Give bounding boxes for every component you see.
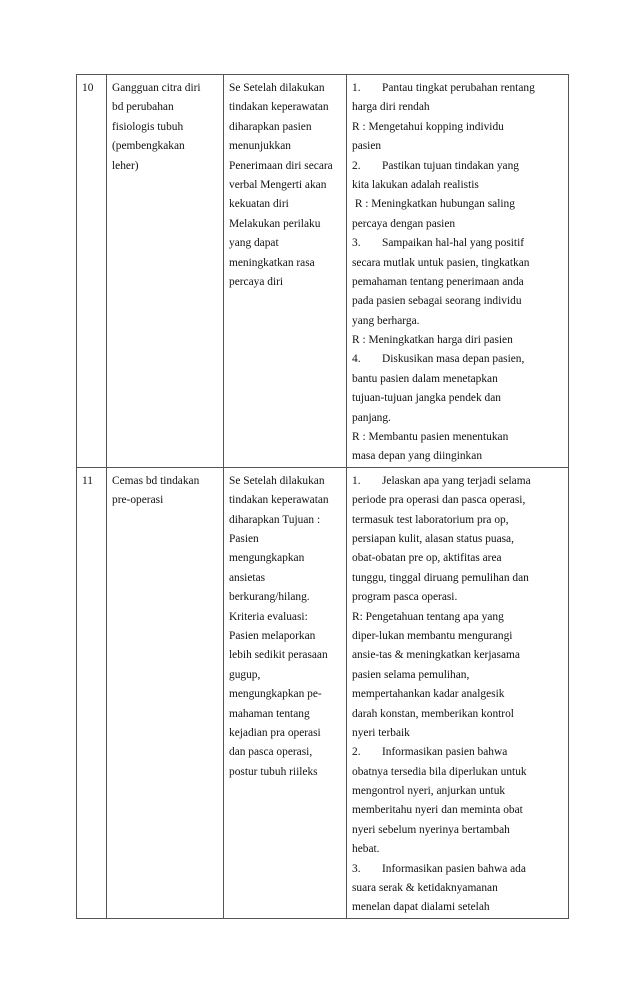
row-number-cell bbox=[77, 75, 107, 468]
cell-text-line: Pasien melaporkan bbox=[229, 629, 316, 642]
intervention-text: obat-obatan pre op, aktifitas area bbox=[352, 552, 502, 565]
intervention-line bbox=[352, 530, 563, 549]
intervention-number: 1. bbox=[352, 474, 361, 487]
goal-cell bbox=[224, 75, 347, 468]
intervention-text: mempertahankan kadar analgesik bbox=[352, 688, 505, 701]
cell-text-line: gugup, bbox=[229, 668, 261, 681]
intervention-text: masa depan yang diinginkan bbox=[352, 450, 483, 463]
cell-text-line: tindakan keperawatan bbox=[229, 101, 329, 114]
intervention-line bbox=[352, 331, 563, 350]
intervention-line bbox=[352, 273, 563, 292]
intervention-text: memberitahu nyeri dan meminta obat bbox=[352, 804, 523, 817]
intervention-number: 3. bbox=[352, 237, 361, 250]
intervention-text: Jelaskan apa yang terjadi selama bbox=[382, 474, 531, 487]
intervention-line bbox=[352, 511, 563, 530]
intervention-line bbox=[352, 292, 563, 311]
intervention-line bbox=[352, 176, 563, 195]
cell-text-line: kejadian pra operasi bbox=[229, 726, 321, 739]
intervention-text: pasien selama pemulihan, bbox=[352, 668, 470, 681]
cell-text-line: verbal Mengerti akan bbox=[229, 178, 327, 191]
intervention-line bbox=[352, 782, 563, 801]
intervention-text: nyeri terbaik bbox=[352, 726, 410, 739]
intervention-text: tunggu, tinggal diruang pemulihan dan bbox=[352, 571, 529, 584]
intervention-line bbox=[352, 215, 563, 234]
intervention-text: harga diri rendah bbox=[352, 101, 430, 114]
intervention-line bbox=[352, 549, 563, 568]
intervention-line bbox=[352, 157, 563, 176]
intervention-text: pada pasien sebagai seorang individu bbox=[352, 295, 522, 308]
intervention-line bbox=[352, 350, 563, 369]
intervention-line bbox=[352, 118, 563, 137]
intervention-number: 1. bbox=[352, 82, 361, 94]
cell-text-line: fisiologis tubuh bbox=[112, 120, 184, 133]
intervention-text: R : Membantu pasien menentukan bbox=[352, 431, 509, 444]
cell-text-line: menunjukkan bbox=[229, 140, 292, 153]
intervention-text: panjang. bbox=[352, 411, 391, 424]
table-row bbox=[77, 75, 569, 468]
intervention-text: obatnya tersedia bila diperlukan untuk bbox=[352, 765, 527, 778]
cell-text-line: berkurang/hilang. bbox=[229, 591, 310, 604]
intervention-line bbox=[352, 389, 563, 408]
nursing-care-plan-table bbox=[76, 74, 569, 919]
cell-text-line: ansietas bbox=[229, 571, 266, 584]
cell-text-line: pre-operasi bbox=[112, 494, 164, 507]
cell-text-line: Melakukan perilaku bbox=[229, 217, 321, 230]
cell-text-line: Se Setelah dilakukan bbox=[229, 474, 325, 487]
intervention-text: R : Meningkatkan harga diri pasien bbox=[352, 334, 513, 347]
goal-cell bbox=[224, 467, 347, 918]
intervention-line bbox=[352, 801, 563, 820]
intervention-line bbox=[352, 409, 563, 428]
intervention-line bbox=[352, 472, 563, 491]
intervention-text: pemahaman tentang penerimaan anda bbox=[352, 275, 524, 288]
intervention-line bbox=[352, 569, 563, 588]
intervention-number: 4. bbox=[352, 353, 361, 366]
intervention-text: diper-lukan membantu mengurangi bbox=[352, 629, 513, 642]
cell-text-line: dan pasca operasi, bbox=[229, 746, 313, 759]
cell-text-line: Gangguan citra diri bbox=[112, 82, 201, 94]
cell-text-line: mengungkapkan pe- bbox=[229, 688, 322, 701]
cell-text-line: postur tubuh riileks bbox=[229, 765, 318, 778]
intervention-text: R : Meningkatkan hubungan saling bbox=[352, 198, 515, 211]
intervention-line bbox=[352, 879, 563, 898]
row-number-cell bbox=[77, 467, 107, 918]
intervention-line bbox=[352, 254, 563, 273]
diagnosis-cell bbox=[107, 75, 224, 468]
intervention-text: periode pra operasi dan pasca operasi, bbox=[352, 494, 526, 507]
cell-text-line: meningkatkan rasa bbox=[229, 256, 315, 269]
intervention-line bbox=[352, 234, 563, 253]
intervention-line bbox=[352, 685, 563, 704]
intervention-cell bbox=[347, 467, 569, 918]
cell-text-line: percaya diri bbox=[229, 275, 284, 288]
cell-text-line: Pasien bbox=[229, 532, 259, 545]
intervention-line bbox=[352, 312, 563, 331]
row-number: 10 bbox=[82, 82, 94, 94]
intervention-line bbox=[352, 98, 563, 117]
intervention-line bbox=[352, 588, 563, 607]
intervention-line bbox=[352, 491, 563, 510]
intervention-line bbox=[352, 79, 563, 98]
diagnosis-cell bbox=[107, 467, 224, 918]
row-number: 11 bbox=[82, 474, 93, 487]
intervention-line bbox=[352, 447, 563, 466]
cell-text-line: Cemas bd tindakan bbox=[112, 474, 200, 487]
intervention-text: ansie-tas & meningkatkan kerjasama bbox=[352, 649, 520, 662]
intervention-line bbox=[352, 646, 563, 665]
intervention-line bbox=[352, 724, 563, 743]
intervention-text: darah konstan, memberikan kontrol bbox=[352, 707, 514, 720]
intervention-text: R : Mengetahui kopping individu bbox=[352, 120, 504, 133]
intervention-number: 2. bbox=[352, 746, 361, 759]
intervention-text: menelan dapat dialami setelah bbox=[352, 901, 490, 914]
cell-text-line: diharapkan pasien bbox=[229, 120, 312, 133]
intervention-text: Informasikan pasien bahwa bbox=[382, 746, 508, 759]
intervention-text: kita lakukan adalah realistis bbox=[352, 178, 479, 191]
intervention-line bbox=[352, 705, 563, 724]
intervention-line bbox=[352, 195, 563, 214]
intervention-text: persiapan kulit, alasan status puasa, bbox=[352, 532, 514, 545]
intervention-text: hebat. bbox=[352, 843, 380, 856]
cell-text-line: (pembengkakan bbox=[112, 140, 185, 153]
cell-text-line: Kriteria evaluasi: bbox=[229, 610, 308, 623]
intervention-text: termasuk test laboratorium pra op, bbox=[352, 513, 509, 526]
intervention-line bbox=[352, 821, 563, 840]
cell-text-line: yang dapat bbox=[229, 237, 279, 250]
cell-text-line: tindakan keperawatan bbox=[229, 494, 329, 507]
intervention-text: Pantau tingkat perubahan rentang bbox=[382, 82, 535, 94]
table-row bbox=[77, 467, 569, 918]
cell-text-line: mahaman tentang bbox=[229, 707, 310, 720]
intervention-text: bantu pasien dalam menetapkan bbox=[352, 372, 498, 385]
cell-text-line: Penerimaan diri secara bbox=[229, 159, 333, 172]
cell-text-line: Se Setelah dilakukan bbox=[229, 82, 325, 94]
intervention-line bbox=[352, 627, 563, 646]
intervention-text: R: Pengetahuan tentang apa yang bbox=[352, 610, 504, 623]
intervention-text: pasien bbox=[352, 140, 382, 153]
cell-text-line: mengungkapkan bbox=[229, 552, 305, 565]
intervention-line bbox=[352, 860, 563, 879]
intervention-line bbox=[352, 137, 563, 156]
cell-text-line: kekuatan diri bbox=[229, 198, 289, 211]
intervention-text: Pastikan tujuan tindakan yang bbox=[382, 159, 519, 172]
intervention-cell bbox=[347, 75, 569, 468]
intervention-text: Sampaikan hal-hal yang positif bbox=[382, 237, 525, 250]
intervention-text: tujuan-tujuan jangka pendek dan bbox=[352, 392, 501, 405]
cell-text-line: lebih sedikit perasaan bbox=[229, 649, 328, 662]
cell-text-line: leher) bbox=[112, 159, 139, 172]
intervention-text: mengontrol nyeri, anjurkan untuk bbox=[352, 785, 506, 798]
intervention-text: Diskusikan masa depan pasien, bbox=[382, 353, 525, 366]
intervention-line bbox=[352, 840, 563, 859]
intervention-number: 3. bbox=[352, 862, 361, 875]
intervention-text: suara serak & ketidaknyamanan bbox=[352, 882, 498, 895]
cell-text-line: diharapkan Tujuan : bbox=[229, 513, 321, 526]
intervention-line bbox=[352, 428, 563, 447]
intervention-line bbox=[352, 743, 563, 762]
intervention-line bbox=[352, 666, 563, 685]
intervention-line bbox=[352, 370, 563, 389]
intervention-text: Informasikan pasien bahwa ada bbox=[382, 862, 526, 875]
intervention-text: nyeri sebelum nyerinya bertambah bbox=[352, 823, 510, 836]
intervention-text: secara mutlak untuk pasien, tingkatkan bbox=[352, 256, 530, 269]
intervention-text: yang berharga. bbox=[352, 314, 420, 327]
intervention-text: percaya dengan pasien bbox=[352, 217, 456, 230]
intervention-text: program pasca operasi. bbox=[352, 591, 458, 604]
intervention-number: 2. bbox=[352, 159, 361, 172]
intervention-line bbox=[352, 898, 563, 917]
intervention-line bbox=[352, 763, 563, 782]
intervention-line bbox=[352, 608, 563, 627]
cell-text-line: bd perubahan bbox=[112, 101, 174, 114]
